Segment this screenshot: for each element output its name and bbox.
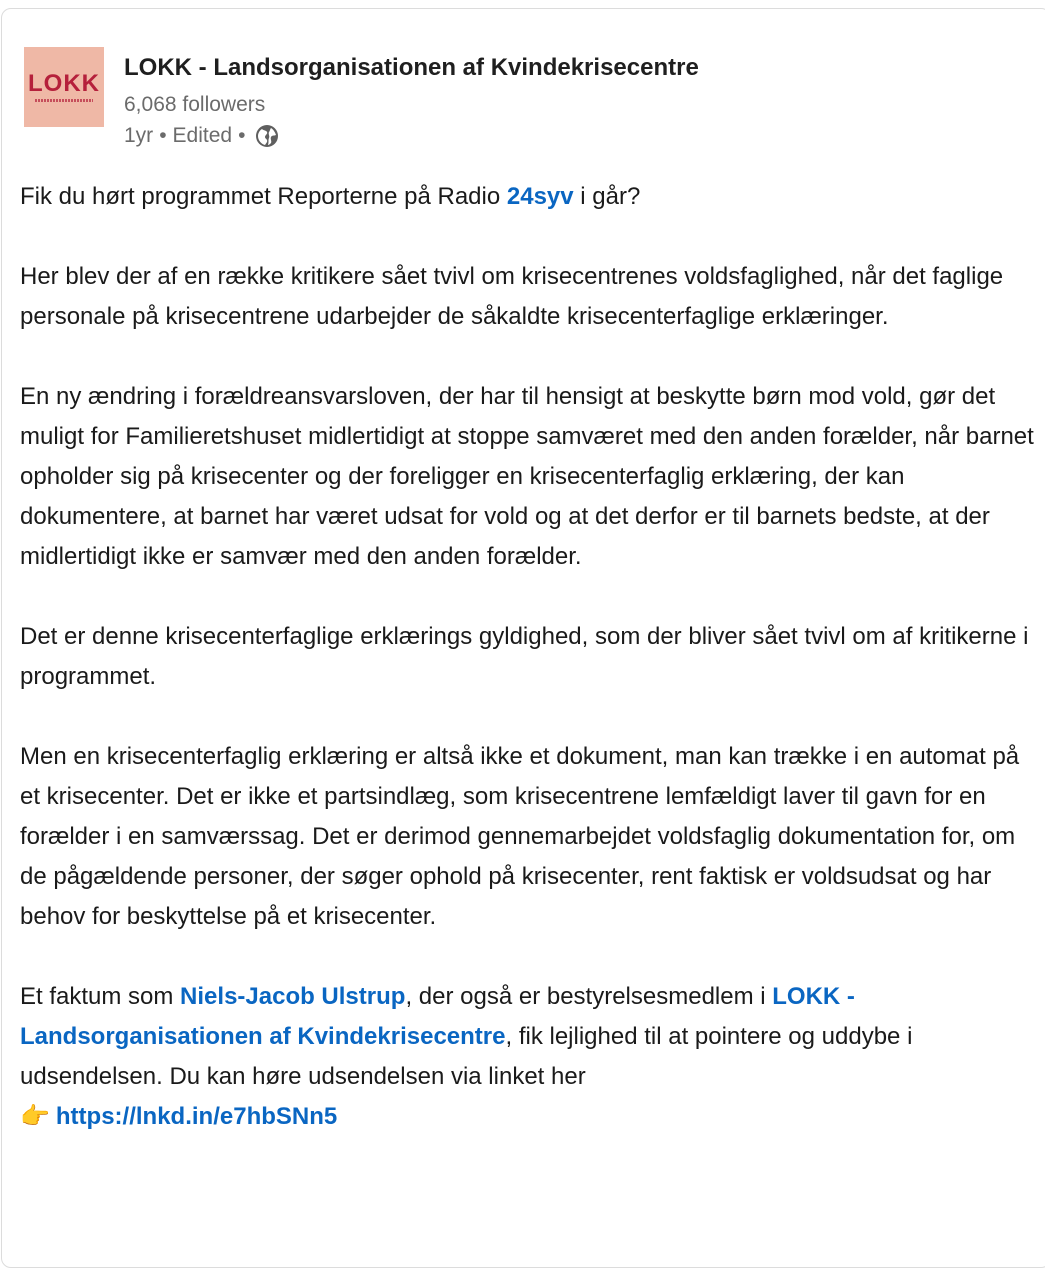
pointing-finger-icon: 👉 [20,1103,50,1130]
edited-label: Edited [172,124,233,147]
paragraph-4: Det er denne krisecenterfaglige erklærings gyldighed, som der bliver sået tvivl om af kritikerne i programmet. [20,623,1029,690]
globe-icon [255,124,279,148]
post-body [20,177,1040,1137]
post-header [24,47,1004,147]
paragraph-6 [20,977,1040,1137]
meta-separator: • [159,124,167,147]
text: Fik du hørt programmet Reporterne på Radio [20,183,507,210]
external-url-link[interactable]: https://lnkd.in/e7hbSNn5 [55,1103,338,1130]
paragraph-5: Men en krisecenterfaglig erklæring er altså ikke et dokument, man kan trække i en automat på et krisecenter. Det er ikke et partsindlæg, som krisecentrene lemfældigt laver til gavn for en forælder i en samværssag. Det er derimod gennemarbejdet voldsfaglig dokumentation for, om de pågældende personer, der søger ophold på krisecenter, rent faktisk er voldsudsat og har behov for beskyttelse på et krisecenter. [20,743,1020,930]
hashtag-link-24syv[interactable]: 24syv [506,183,574,210]
company-logo[interactable] [24,47,104,127]
mention-lokk[interactable]: LOKK - Landsorganisationen af Kvindekrisecentre [20,983,855,1050]
mention-niels-jacob-ulstrup[interactable]: Niels-Jacob Ulstrup [180,983,406,1010]
text: Et faktum som [20,983,181,1010]
paragraph-1 [20,177,1040,217]
text: , der også er bestyrelsesmedlem i [405,983,773,1010]
paragraph-2: Her blev der af en række kritikere sået tvivl om krisecentrenes voldsfaglighed, når det faglige personale på krisecentrene udarbejder de såkaldte krisecenterfaglige erklæringer. [20,263,1004,330]
logo-subtitle-lines [35,99,93,102]
paragraph-3: En ny ændring i forældreansvarsloven, der har til hensigt at beskytte børn mod vold, gør det muligt for Familieretshuset midlertidigt at stoppe samværet med den anden forælder, når barnet opholder sig på krisecenter og der foreligger en krisecenterfaglig erklæring, der kan dokumentere, at barnet har været udsat for vold og at det derfor er til barnets bedste, at der midlertidigt ikke er samvær med den anden forælder. [20,383,1034,570]
text: i går? [573,183,641,210]
follower-count: 6,068 followers [124,93,266,116]
text: , fik lejlighed til at pointere og uddybe i udsendelsen. Du kan høre udsendelsen via linket her [20,1023,913,1090]
post-meta [124,124,279,148]
post-time: 1yr [124,124,154,147]
post-card [1,8,1045,1268]
logo-text: LOKK [28,70,100,97]
author-name[interactable]: LOKK - Landsorganisationen af Kvindekrisecentre [124,54,699,81]
meta-separator: • [238,124,246,147]
